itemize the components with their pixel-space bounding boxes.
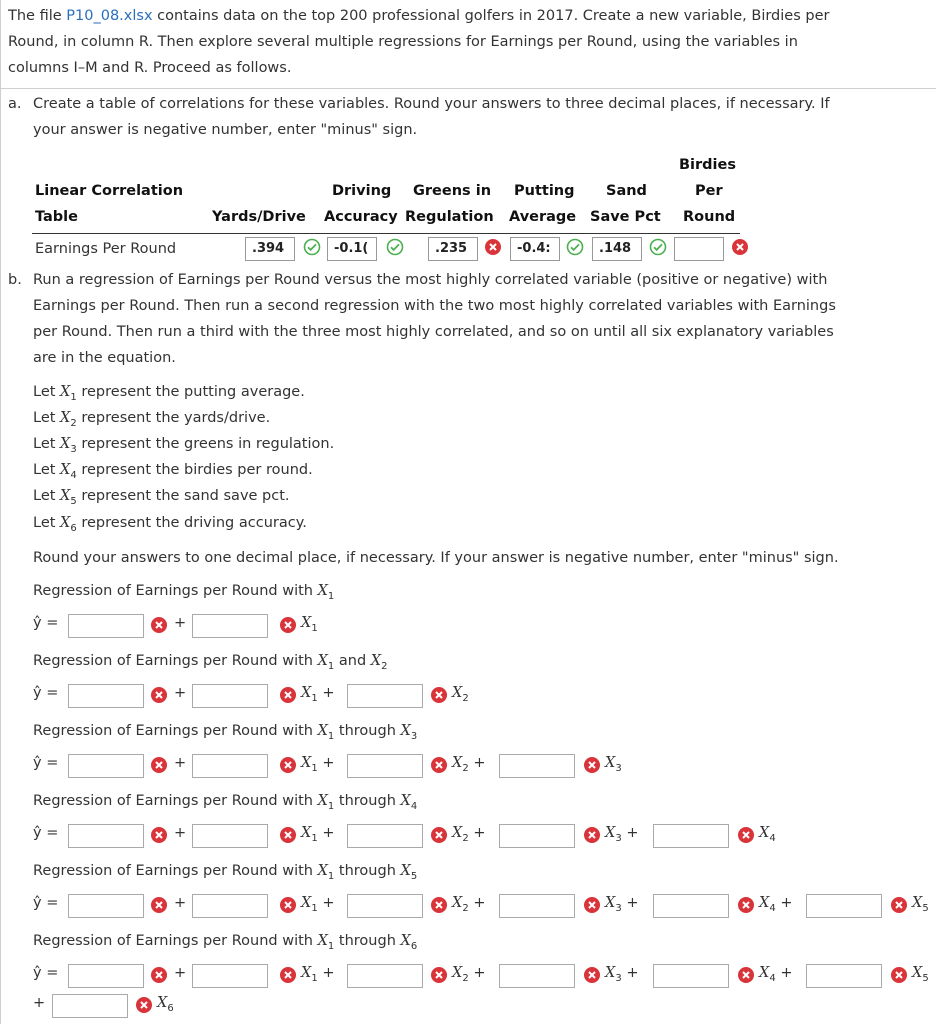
col-header-regulation: Regulation (405, 209, 494, 225)
corr-input-accuracy[interactable]: -0.1( (327, 237, 377, 261)
incorrect-x-icon (150, 616, 168, 634)
col-header-greens-in: Greens in (413, 183, 492, 199)
incorrect-x-icon (890, 896, 908, 914)
incorrect-x-icon (150, 826, 168, 844)
coefficient-input[interactable] (347, 964, 423, 988)
incorrect-x-icon (430, 686, 448, 704)
incorrect-x-icon (430, 756, 448, 774)
correct-check-icon (303, 238, 321, 256)
col-header-sand: Sand (606, 183, 647, 199)
coefficient-input[interactable] (192, 824, 268, 848)
incorrect-x-icon (150, 686, 168, 704)
regression-title: Regression of Earnings per Round with $X_1$ through $X_5$ (33, 863, 418, 882)
col-header-round: Round (683, 209, 736, 225)
corr-input-yards-drive[interactable]: .394 (245, 237, 295, 261)
term-label: $X_2$ + (452, 965, 486, 984)
incorrect-x-icon (583, 896, 601, 914)
term-label: $X_2$ + (452, 825, 486, 844)
incorrect-x-icon (279, 966, 297, 984)
term-label: $X_2$ (452, 685, 469, 704)
y-hat-label: ŷ = (33, 755, 59, 771)
term-label: $X_1$ (301, 615, 318, 634)
coefficient-input[interactable] (347, 754, 423, 778)
incorrect-x-icon (279, 616, 297, 634)
col-header-driving: Driving (332, 183, 392, 199)
coefficient-input[interactable] (499, 964, 575, 988)
coefficient-input[interactable] (192, 684, 268, 708)
coefficient-input[interactable] (347, 824, 423, 848)
intercept-input[interactable] (68, 614, 144, 638)
row-label-earnings: Earnings Per Round (35, 241, 177, 257)
coefficient-input[interactable] (499, 894, 575, 918)
regression-title: Regression of Earnings per Round with $X_1$ through $X_4$ (33, 793, 418, 812)
intro-line-2: Round, in column R. Then explore several multiple regressions for Earnings per Round, using the variables in (8, 34, 798, 50)
term-label: $X_1$ + (301, 825, 335, 844)
intro-line-1: The file P10_08.xlsx contains data on the top 200 professional golfers in 2017. Create a new variable, Birdies per (8, 8, 830, 24)
incorrect-x-icon (583, 756, 601, 774)
y-hat-label: ŷ = (33, 825, 59, 841)
round-note: Round your answers to one decimal place, if necessary. If your answer is negative number, enter "minus" sign. (33, 550, 839, 566)
intercept-input[interactable] (68, 824, 144, 848)
coefficient-input[interactable] (192, 614, 268, 638)
coefficient-input[interactable] (499, 824, 575, 848)
col-header-accuracy: Accuracy (324, 209, 398, 225)
col-header-per: Per (695, 183, 723, 199)
regression-title: Regression of Earnings per Round with $X_1$ (33, 583, 335, 602)
incorrect-x-icon (150, 896, 168, 914)
incorrect-x-icon (279, 756, 297, 774)
term-label: $X_5$ (912, 895, 929, 914)
term-label: $X_3$ (605, 755, 622, 774)
coefficient-input[interactable] (52, 994, 128, 1018)
intercept-input[interactable] (68, 684, 144, 708)
corr-input-sand-save[interactable]: .148 (592, 237, 642, 261)
plus-sign: + (174, 615, 187, 631)
term-label: $X_4$ + (759, 895, 793, 914)
coefficient-input[interactable] (347, 894, 423, 918)
plus-sign: + (33, 995, 46, 1011)
incorrect-x-icon (737, 896, 755, 914)
col-header-yards-drive: Yards/Drive (212, 209, 306, 225)
coefficient-input[interactable] (192, 894, 268, 918)
part-a-line-2: your answer is negative number, enter "minus" sign. (33, 122, 418, 138)
incorrect-x-icon (890, 966, 908, 984)
coefficient-input[interactable] (499, 754, 575, 778)
part-b-line-4: are in the equation. (33, 350, 176, 366)
plus-sign: + (174, 685, 187, 701)
intercept-input[interactable] (68, 894, 144, 918)
term-label: $X_4$ (759, 825, 776, 844)
part-b-line-2: Earnings per Round. Then run a second regression with the two most highly correlated variables with Earnings (33, 298, 836, 314)
incorrect-x-icon (737, 826, 755, 844)
correct-check-icon (566, 238, 584, 256)
table-title-line-2: Table (35, 209, 78, 225)
variable-definition: Let $X_3$ represent the greens in regulation. (33, 436, 335, 455)
term-label: $X_2$ + (452, 755, 486, 774)
part-a-marker: a. (8, 96, 22, 112)
incorrect-x-icon (430, 826, 448, 844)
col-header-average: Average (509, 209, 577, 225)
incorrect-x-icon (484, 238, 502, 256)
coefficient-input[interactable] (653, 824, 729, 848)
correct-check-icon (649, 238, 667, 256)
incorrect-x-icon (737, 966, 755, 984)
coefficient-input[interactable] (653, 894, 729, 918)
term-label: $X_1$ + (301, 895, 335, 914)
variable-definition: Let $X_5$ represent the sand save pct. (33, 488, 290, 507)
plus-sign: + (174, 895, 187, 911)
incorrect-x-icon (279, 826, 297, 844)
term-label: $X_6$ (157, 995, 174, 1014)
term-label: $X_1$ + (301, 685, 335, 704)
incorrect-x-icon (279, 686, 297, 704)
corr-input-regulation[interactable]: .235 (428, 237, 478, 261)
regression-title: Regression of Earnings per Round with $X_1$ through $X_3$ (33, 723, 418, 742)
term-label: $X_3$ + (605, 895, 639, 914)
corr-input-birdies[interactable] (674, 237, 724, 261)
term-label: $X_1$ + (301, 755, 335, 774)
coefficient-input[interactable] (192, 964, 268, 988)
intercept-input[interactable] (68, 754, 144, 778)
section-divider (0, 88, 936, 89)
variable-definition: Let $X_6$ represent the driving accuracy. (33, 515, 307, 534)
y-hat-label: ŷ = (33, 615, 59, 631)
col-header-save-pct: Save Pct (590, 209, 661, 225)
variable-definition: Let $X_2$ represent the yards/drive. (33, 410, 271, 429)
y-hat-label: ŷ = (33, 965, 59, 981)
intercept-input[interactable] (68, 964, 144, 988)
coefficient-input[interactable] (653, 964, 729, 988)
intro-line-3: columns I–M and R. Proceed as follows. (8, 60, 292, 76)
coefficient-input[interactable] (347, 684, 423, 708)
term-label: $X_1$ + (301, 965, 335, 984)
plus-sign: + (174, 965, 187, 981)
term-label: $X_4$ + (759, 965, 793, 984)
incorrect-x-icon (150, 966, 168, 984)
term-label: $X_3$ + (605, 965, 639, 984)
plus-sign: + (174, 825, 187, 841)
incorrect-x-icon (583, 826, 601, 844)
part-b-line-3: per Round. Then run a third with the three most highly correlated, and so on until all six explanatory variables (33, 324, 834, 340)
coefficient-input[interactable] (192, 754, 268, 778)
incorrect-x-icon (150, 756, 168, 774)
part-b-marker: b. (8, 272, 22, 288)
incorrect-x-icon (731, 238, 749, 256)
coefficient-input[interactable] (806, 964, 882, 988)
regression-title: Regression of Earnings per Round with $X_1$ through $X_6$ (33, 933, 418, 952)
part-b-line-1: Run a regression of Earnings per Round versus the most highly correlated variable (positive or negative) with (33, 272, 828, 288)
col-header-putting: Putting (514, 183, 575, 199)
term-label: $X_5$ (912, 965, 929, 984)
variable-definition: Let $X_4$ represent the birdies per round. (33, 462, 313, 481)
left-border (0, 0, 1, 1024)
file-link[interactable]: P10_08.xlsx (66, 8, 153, 24)
regression-title: Regression of Earnings per Round with $X_1$ and $X_2$ (33, 653, 388, 672)
incorrect-x-icon (135, 996, 153, 1014)
corr-input-putting[interactable]: -0.4: (510, 237, 560, 261)
incorrect-x-icon (430, 896, 448, 914)
term-label: $X_3$ + (605, 825, 639, 844)
plus-sign: + (174, 755, 187, 771)
incorrect-x-icon (583, 966, 601, 984)
coefficient-input[interactable] (806, 894, 882, 918)
table-header-rule (32, 233, 740, 234)
term-label: $X_2$ + (452, 895, 486, 914)
table-title-line-1: Linear Correlation (35, 183, 184, 199)
variable-definition: Let $X_1$ represent the putting average. (33, 384, 305, 403)
col-header-birdies: Birdies (679, 157, 736, 173)
y-hat-label: ŷ = (33, 685, 59, 701)
incorrect-x-icon (430, 966, 448, 984)
correct-check-icon (386, 238, 404, 256)
y-hat-label: ŷ = (33, 895, 59, 911)
part-a-line-1: Create a table of correlations for these variables. Round your answers to three decimal places, if necessary. If (33, 96, 830, 112)
incorrect-x-icon (279, 896, 297, 914)
